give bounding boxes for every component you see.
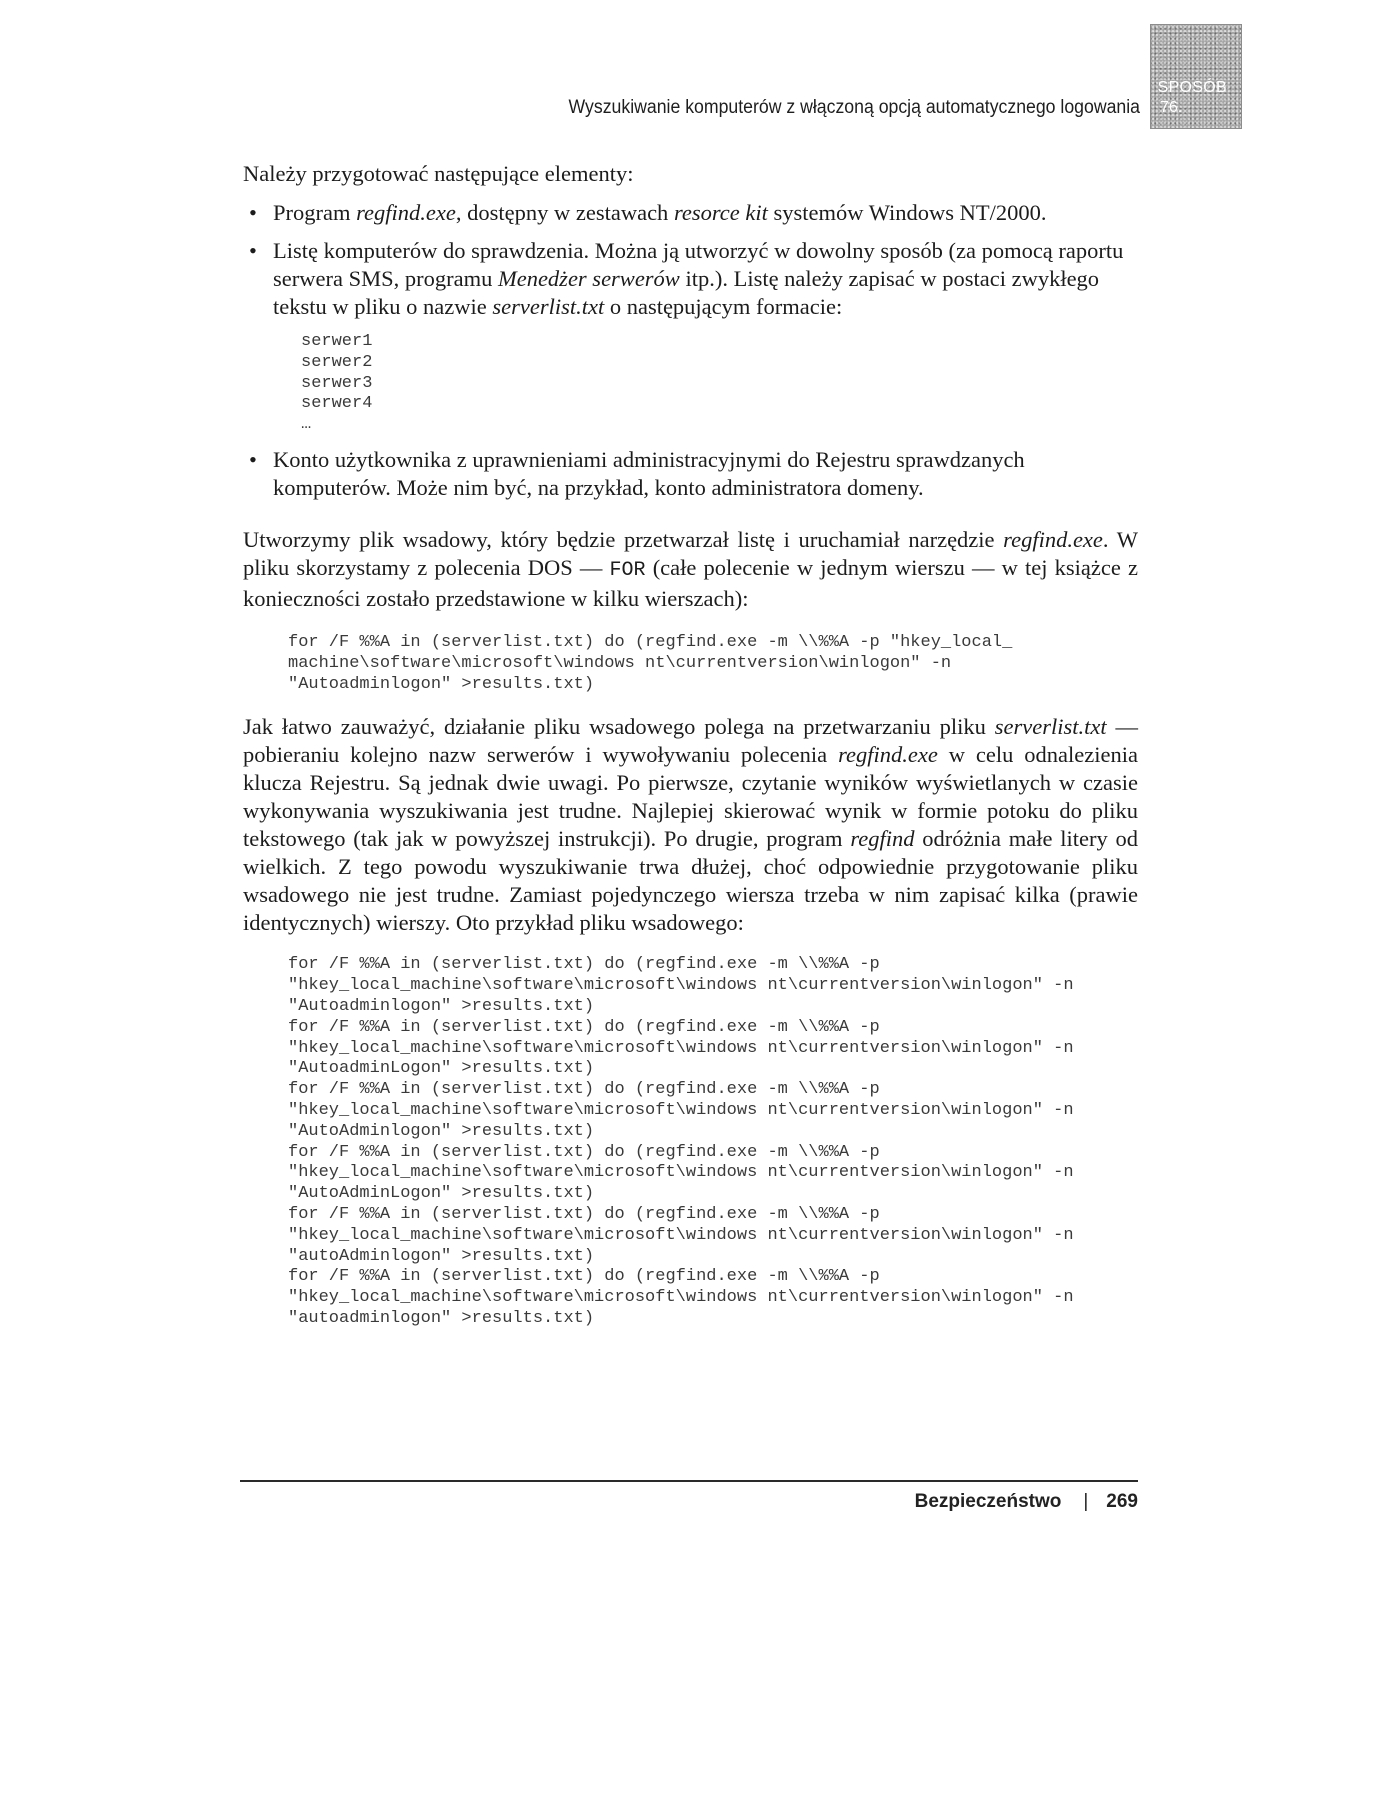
footer-rule	[240, 1480, 1138, 1482]
item-emphasis: Menedżer serwerów	[497, 266, 680, 291]
paragraph-emphasis: regfind.exe	[838, 742, 938, 768]
page-footer	[915, 1491, 1138, 1513]
list-item	[243, 446, 1138, 502]
serverlist-code-block: serwer1 serwer2 serwer3 serwer4 …	[301, 332, 373, 435]
paragraph-text: w celu odnalezienia klucza Rejestru. Są jednak dwie uwagi. Po pierwsze, czytanie wyników wyświetlanych w czasie wykonywania wyszukiwania jest trudne. Najlepiej skierować wynik w formie potoku do pliku tekstowego (tak jak w powyższej instrukcji). Po drugie, program	[243, 742, 1138, 852]
item-emphasis: regfind.exe	[356, 200, 456, 225]
item-emphasis: serverlist.txt	[492, 294, 605, 319]
paragraph-emphasis: regfind.exe	[1003, 526, 1103, 552]
footer-separator: |	[1083, 1491, 1089, 1512]
item-text: Listę komputerów do sprawdzenia. Można ją utworzyć w dowolny sposób (za pomocą raportu serwera SMS, programu	[273, 238, 1124, 291]
paragraph-text: (całe polecenie w jednym wierszu — w tej książce z konieczności zostało przedstawione w kilku wierszach):	[243, 554, 1138, 611]
list-item	[243, 199, 1138, 227]
paragraph-emphasis: regfind	[850, 826, 915, 852]
paragraph-text: . W pliku skorzystamy z polecenia DOS —	[243, 526, 1138, 580]
item-text: systemów Windows NT/2000.	[767, 200, 1047, 225]
code-block-batch-file: for /F %%A in (serverlist.txt) do (regfind.exe -m \\%%A -p "hkey_local_machine\software\microsoft\windows nt\currentversion\winlogon" -n "Autoadminlogon" >results.txt) for /F %%A in (serverlist.txt) do (regfind.exe -m \\%%A -p "hkey_local_machine\software\microsoft\windows nt\currentversion\winlogon" -n "AutoadminLogon" >results.txt) for /F %%A in (serverlist.txt) do (regfind.exe -m \\%%A -p "hkey_local_machine\software\microsoft\windows nt\currentversion\winlogon" -n "AutoAdminlogon" >results.txt) for /F %%A in (serverlist.txt) do (regfind.exe -m \\%%A -p "hkey_local_machine\software\microsoft\windows nt\currentversion\winlogon" -n "AutoAdminLogon" >results.txt) for /F %%A in (serverlist.txt) do (regfind.exe -m \\%%A -p "hkey_local_machine\software\microsoft\windows nt\currentversion\winlogon" -n "autoAdminlogon" >results.txt) for /F %%A in (serverlist.txt) do (regfind.exe -m \\%%A -p "hkey_local_machine\software\microsoft\windows nt\currentversion\winlogon" -n "autoadminlogon" >results.txt)	[288, 955, 1074, 1328]
sposob-label: SPOSÓB	[1157, 79, 1227, 96]
bullet-icon: •	[249, 200, 257, 225]
paragraph-text: Jak łatwo zauważyć, działanie pliku wsadowego polega na przetwarzaniu pliku	[243, 714, 995, 740]
paragraph-text: — pobieraniu kolejno nazw serwerów i wywoływaniu polecenia	[243, 714, 1138, 768]
paragraph-text: odróżnia małe litery od wielkich. Z tego powodu wyszukiwanie trwa dłużej, choć odpowiednie przygotowanie pliku wsadowego nie jest trudne. Zamiast pojedynczego wiersza trzeba w nim zapisać kilka (prawie identycznych) wierszy. Oto przykład pliku wsadowego:	[243, 826, 1138, 936]
item-emphasis: resorce kit	[673, 200, 768, 225]
footer-section: Bezpieczeństwo	[914, 1491, 1062, 1512]
bullet-icon: •	[249, 446, 257, 472]
explanation-paragraph	[243, 713, 1138, 937]
list-item	[243, 237, 1138, 436]
requirements-list	[243, 199, 1138, 502]
item-text: itp.). Listę należy zapisać w postaci zwykłego tekstu w pliku o nazwie	[273, 266, 1100, 319]
running-header: Wyszukiwanie komputerów z włączoną opcją automatycznego logowania	[568, 97, 1140, 118]
page-content	[243, 160, 1138, 1330]
paragraph-emphasis: serverlist.txt	[994, 714, 1107, 740]
item-text: o następującym formacie:	[604, 294, 843, 319]
intro-paragraph: Należy przygotować następujące elementy:	[243, 161, 634, 186]
item-text: Program	[273, 200, 357, 225]
inline-code: FOR	[609, 558, 646, 582]
item-text: Konto użytkownika z uprawnieniami administracyjnymi do Rejestru sprawdzanych komputerów. Może nim być, na przykład, konto administratora domeny.	[273, 446, 1025, 500]
code-block-single-command: for /F %%A in (serverlist.txt) do (regfind.exe -m \\%%A -p "hkey_local_ machine\software\microsoft\windows nt\currentversion\winlogon" -n "Autoadminlogon" >results.txt)	[288, 632, 1013, 694]
batch-file-paragraph	[243, 526, 1138, 613]
page-number: 269	[1106, 1491, 1138, 1512]
item-text: , dostępny w zestawach	[455, 200, 674, 225]
bullet-icon: •	[249, 238, 257, 263]
sposob-number: 76.	[1160, 99, 1183, 116]
sposob-tab	[1150, 24, 1242, 129]
paragraph-text: Utworzymy plik wsadowy, który będzie przetwarzał listę i uruchamiał narzędzie	[243, 526, 1004, 552]
